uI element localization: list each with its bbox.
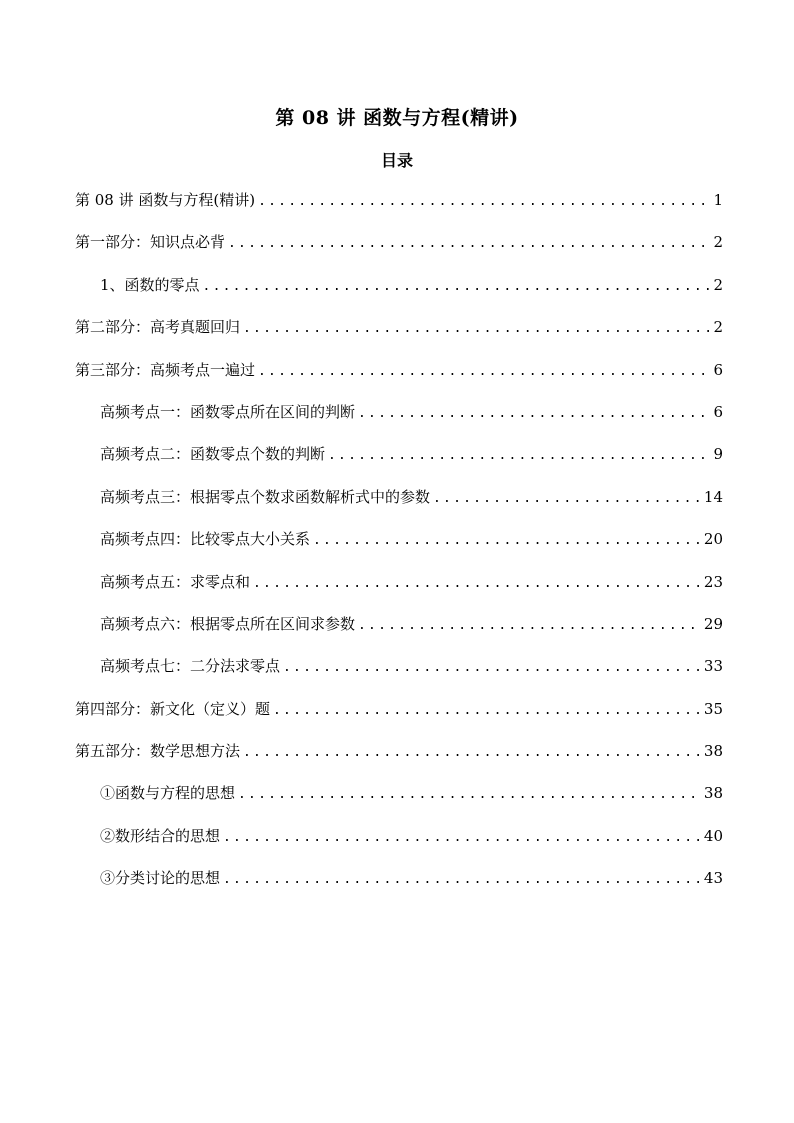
toc-entry-label: 高频考点一：函数零点所在区间的判断 [100, 402, 356, 421]
toc-entry-label: 高频考点三：根据零点个数求函数解析式中的参数 [100, 487, 431, 506]
toc-entry[interactable] [75, 186, 723, 228]
toc-heading: 目录 [380, 151, 413, 170]
toc-entry-page: 20 [703, 530, 723, 549]
toc-entry[interactable] [75, 313, 723, 355]
toc-entry-page: 38 [703, 784, 723, 803]
toc-entry-page: 2 [713, 275, 723, 294]
toc-entry[interactable] [75, 610, 723, 652]
toc-entry-page: 1 [713, 191, 723, 209]
toc-entry-page: 14 [703, 487, 723, 506]
toc-dot-leader [253, 570, 701, 598]
toc-entry-page: 38 [703, 742, 723, 761]
toc-dot-leader [223, 824, 701, 852]
toc-entry-label: 第二部分：高考真题回归 [75, 318, 241, 337]
toc-entry[interactable] [75, 271, 723, 313]
toc-entry-label: ①函数与方程的思想 [100, 784, 236, 803]
toc-entry-label: ②数形结合的思想 [100, 826, 221, 845]
toc-dot-leader [228, 230, 710, 258]
toc-dot-leader [238, 781, 701, 809]
toc-dot-leader [328, 442, 710, 470]
toc-entry[interactable] [75, 440, 723, 482]
toc-entry[interactable] [75, 695, 723, 737]
toc-dot-leader [258, 358, 710, 386]
toc-entry[interactable] [75, 822, 723, 864]
toc-entry-label: 高频考点二：函数零点个数的判断 [100, 445, 326, 464]
toc-entry-page: 2 [713, 318, 723, 337]
toc-dot-leader [313, 527, 701, 555]
toc-entry[interactable] [75, 779, 723, 821]
toc-entry-page: 23 [703, 572, 723, 591]
toc-entry-label: 第三部分：高频考点一遍过 [75, 360, 256, 379]
toc-dot-leader [243, 739, 701, 767]
toc-entry-page: 43 [703, 869, 723, 888]
toc-entry-page: 35 [703, 699, 723, 718]
toc-entry-label: 高频考点四：比较零点大小关系 [100, 530, 311, 549]
toc-dot-leader [243, 315, 710, 343]
toc-entry-label: 1、函数的零点 [100, 275, 200, 294]
toc-entry[interactable] [75, 737, 723, 779]
toc-entry-page: 40 [703, 826, 723, 845]
toc-entry[interactable] [75, 525, 723, 567]
toc-entry-label: 第五部分：数学思想方法 [75, 742, 241, 761]
toc-dot-leader [258, 188, 710, 216]
toc-entry[interactable] [75, 652, 723, 694]
toc-entry-page: 33 [703, 657, 723, 676]
toc-dot-leader [203, 273, 710, 301]
toc-entry[interactable] [75, 398, 723, 440]
toc-entry[interactable] [75, 864, 723, 906]
toc-entry[interactable] [75, 483, 723, 525]
toc-dot-leader [273, 697, 701, 725]
toc-entry[interactable] [75, 568, 723, 610]
toc-dot-leader [358, 612, 701, 640]
toc-entry-label: 第一部分：知识点必背 [75, 233, 226, 252]
toc-entry-label: 高频考点七：二分法求零点 [100, 657, 281, 676]
toc-dot-leader [358, 400, 710, 428]
toc-entry-page: 9 [713, 445, 723, 464]
toc-entry-label: 高频考点六：根据零点所在区间求参数 [100, 614, 356, 633]
toc-entry[interactable] [75, 228, 723, 270]
toc-entry-label: 第 08 讲 函数与方程(精讲) [75, 191, 256, 209]
toc-entry-page: 6 [713, 402, 723, 421]
toc-dot-leader [223, 866, 701, 894]
toc-entry[interactable] [75, 356, 723, 398]
toc-entry-label: 第四部分：新文化（定义）题 [75, 699, 271, 718]
table-of-contents [75, 186, 723, 907]
toc-entry-page: 2 [713, 233, 723, 252]
toc-dot-leader [433, 485, 701, 513]
document-title: 第 08 讲 函数与方程(精讲) [275, 107, 519, 129]
toc-entry-page: 29 [703, 614, 723, 633]
toc-entry-label: 高频考点五：求零点和 [100, 572, 251, 591]
toc-entry-label: ③分类讨论的思想 [100, 869, 221, 888]
toc-entry-page: 6 [713, 360, 723, 379]
toc-dot-leader [283, 654, 701, 682]
